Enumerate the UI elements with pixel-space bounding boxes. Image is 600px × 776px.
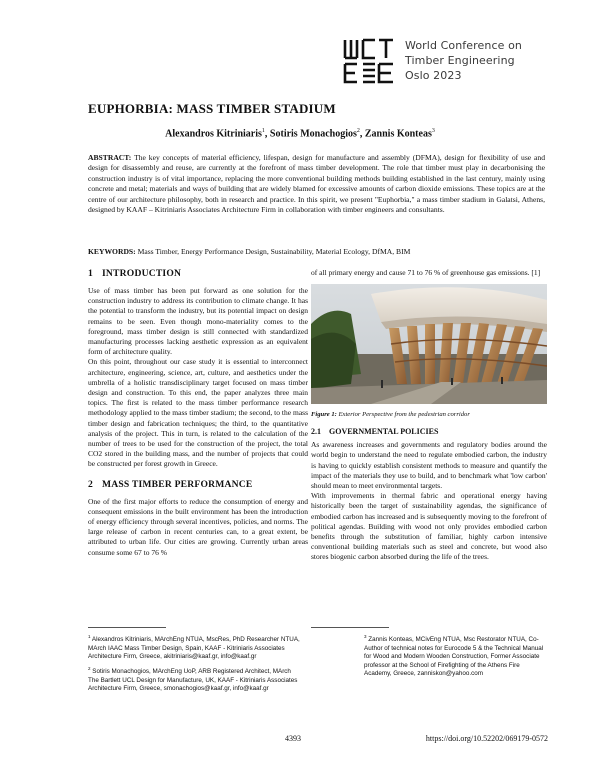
section-2-1-number: 2.1 xyxy=(311,427,321,437)
doi-link[interactable]: https://doi.org/10.52202/069179-0572 xyxy=(425,734,548,743)
conference-line-2: Timber Engineering xyxy=(405,54,515,67)
section-1-title: INTRODUCTION xyxy=(102,268,182,279)
keywords xyxy=(88,247,545,257)
author-3-mark: 3 xyxy=(431,128,435,134)
footnote-2 xyxy=(88,665,303,694)
footnote-rule-left xyxy=(88,627,166,628)
conference-line-3: Oslo 2023 xyxy=(405,69,462,82)
gov-paragraph-2: With improvements in thermal fabric and operational energy having historically been the target of sustainability agendas, the significance of embodied carbon has increased and is subsequently moving to the forefront of political agendas. Building with wood not only provides embodied carbon benefits through the substitution of familiar, highly carbon intensive conventional building materials such as steel and concrete, but wood also stores biogenic carbon absorbed during the life of the trees. xyxy=(311,491,547,562)
abstract xyxy=(88,153,545,215)
footnotes-left xyxy=(88,633,303,694)
keywords-text: Mass Timber, Energy Performance Design, Sustainability, Material Ecology, DfMA, BIM xyxy=(137,247,411,256)
figure-1-caption-text: Exterior Perspective from the pedestrian corridor xyxy=(338,411,470,419)
conference-line-1: World Conference on xyxy=(405,39,522,52)
keywords-label: KEYWORDS: xyxy=(88,247,136,256)
footnote-rule-right xyxy=(311,627,389,628)
author-2: Sotiris Monachogios xyxy=(269,128,357,140)
stadium-rendering xyxy=(311,284,547,404)
section-2-title: MASS TIMBER PERFORMANCE xyxy=(102,478,253,490)
mass-timber-paragraph-cont: of all primary energy and cause 71 to 76 % of greenhouse gas emissions. [1] xyxy=(311,268,541,277)
author-1: Alexandros Kitriniaris xyxy=(165,128,262,140)
footnote-1 xyxy=(88,633,303,662)
footnote-1-text: Alexandros Kitriniaris, MArchEng NTUA, MscRes, PhD Researcher NTUA, MArch IAAC Mass Timber Design, Spain, KAAF - Kitriniaris Associates Architecture Firm, Greece, akitriniaris@kaaf.gr, info@kaaf.gr xyxy=(88,636,300,661)
section-1-heading xyxy=(88,268,308,280)
footnote-3-text: Zannis Konteas, MCivEng NTUA, Msc Restorator NTUA, Co-Author of technical notes for Eurocode 5 & the Technical Manual for Wood and Modern Wooden Construction, Former Associate professor at the School of Firefighting of the Athens Fire Academy, Greece, zanniskon@yahoo.com xyxy=(364,636,544,678)
section-2-number: 2 xyxy=(88,478,93,490)
section-2-1-heading xyxy=(311,427,547,437)
gov-paragraph-1: As awareness increases and governments and regulatory bodies around the world begin to understand the need to regulate embodied carbon, the industry is having to quickly establish consistent methods to measure and quantify the impact of the materials they use to build, and to benchmark what 'low carbon' should mean to meet environmental targets. xyxy=(311,440,547,491)
abstract-label: ABSTRACT: xyxy=(88,153,132,162)
conference-title xyxy=(405,38,555,83)
author-2-mark: 2 xyxy=(356,128,360,134)
page-number: 4393 xyxy=(285,734,301,743)
section-1-number: 1 xyxy=(88,268,93,279)
stadium-rendering-image xyxy=(311,284,547,404)
section-2-heading xyxy=(88,479,308,491)
footnote-2-mark: 2 xyxy=(88,665,91,671)
intro-paragraph-1: Use of mass timber has been put forward as one solution for the construction industry to address its contribution to climate change. It has the potential to transform the industry, but its potential impact on design remains to be seen. Even though mono-materiality comes to the foreground, mass timber design is still connected with standardized manufacturing processes lacking aesthetic expression as an equivalent form of architecture quality. xyxy=(88,286,308,357)
wcte-logo-icon xyxy=(343,38,395,84)
author-1-mark: 1 xyxy=(261,128,265,134)
mass-timber-paragraph-1: One of the first major efforts to reduce the consumption of energy and consequent emissions in the built environment has been the introduction of energy efficiency through several incentives, policies, and norms. The large release of carbon in recent centuries can, to a great extent, be attributed to urban life. Our cities are growing. Currently urban areas consume some 67 to 76 % xyxy=(88,496,308,557)
left-column xyxy=(88,268,308,558)
footnotes-right xyxy=(364,633,546,679)
footnote-1-mark: 1 xyxy=(88,634,91,639)
paper-title: EUPHORBIA: MASS TIMBER STADIUM xyxy=(88,101,336,116)
section-2-1-title: GOVERNMENTAL POLICIES xyxy=(329,427,439,437)
abstract-text: The key concepts of material efficiency, lifespan, design for manufacture and assembly (DFMA), design for flexibility of use and design for disassembly and reuse, are currently at the forefront of mass timber development. The role that timber must play in decarbonising the construction industry is of vital importance, replacing the more conventional building methods building established in the last century, mainly using concrete and metal; materials and ways of building that are widely blamed for excessive amounts of carbon dioxide emissions. These topics are at the centre of our architecture philosophy, both in research and practice. In this spirit, we present "Euphorbia," a mass timber stadium in Galatsi, Athens, designed by KAAF – Kitriniaris Associates Architecture Firm in collaboration with timber engineers and consultants. xyxy=(88,153,546,215)
figure-1-caption xyxy=(311,410,547,419)
right-column xyxy=(311,268,547,563)
author-3: Zannis Konteas xyxy=(364,128,432,140)
author-list: Alexandros Kitriniaris$^1$, Sotiris Monachogios$^2$, Zannis Konteas$^3$ xyxy=(165,128,435,140)
intro-paragraph-2: On this point, throughout our case study it is essential to interconnect architecture, engineering, science, art, culture, and aesthetics under the umbrella of a holistic transdisciplinary target focused on mass timber design and construction. To this end, the paper analyzes three main topics. The first is related to the mass timber performance research methodology applied to the mass timber stadium; the second, to the mass timber design and fabrication techniques; the third, to the quantitative analysis of the project. This in turn, is related to the calculation of the number of trees to be used for the construction of the project, the total CO2 stored in the building mass, and the number of projects that could be constructed per forest growth in Greece. xyxy=(88,357,308,469)
footnote-3-mark: 3 xyxy=(364,634,367,639)
footnote-2-text: Sotiris Monachogios, MArchEng UoP, ARB Registered Architect, MArch The Bartlett UCL Design for Manufacture, UK, KAAF - Kitriniaris Associates Architecture Firm, Greece, smonachogios@kaaf.gr, info@kaaf.gr xyxy=(88,667,298,693)
figure-1-label: Figure 1: xyxy=(311,411,337,419)
